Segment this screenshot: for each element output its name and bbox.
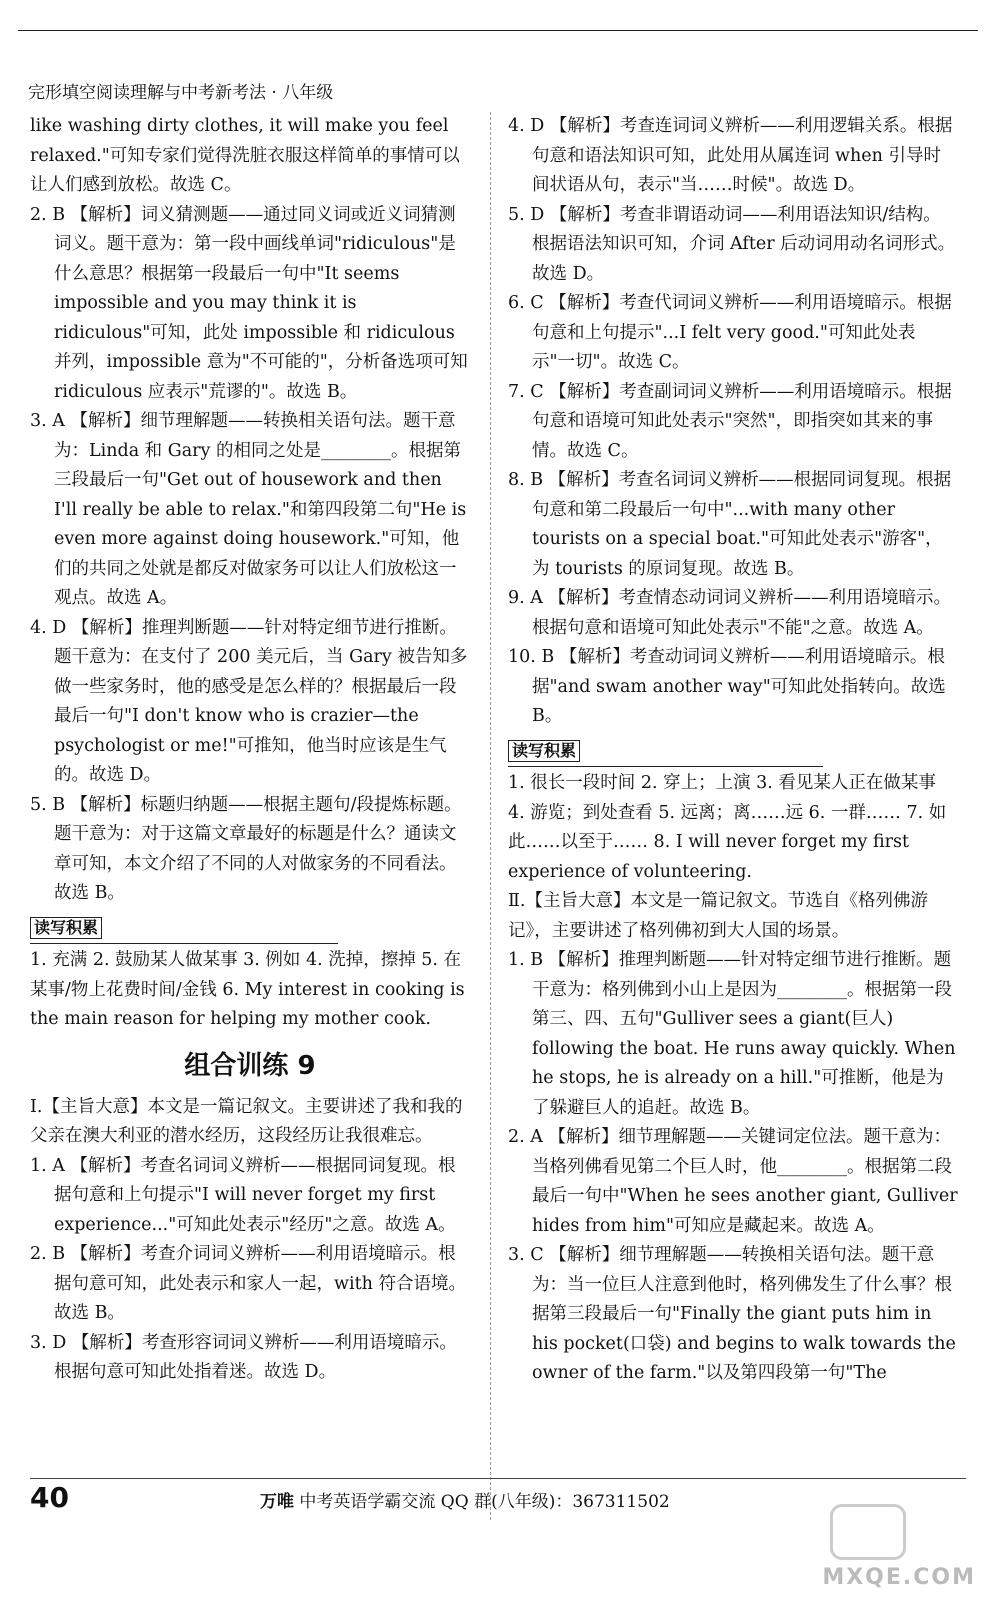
section-header xyxy=(30,913,338,945)
main-idea: Ⅰ.【主旨大意】本文是一篇记叙文。主要讲述了我和我的父亲在澳大利亚的潜水经历，这段经历让我很难忘。 xyxy=(30,1096,463,1146)
answer-item: 2. B 【解析】考查介词词义辨析——利用语境暗示。根据句意可知，此处表示和家人一起，with 符合语境。故选 B。 xyxy=(30,1244,466,1323)
answer-item: 3. D 【解析】考查形容词词义辨析——利用语境暗示。根据句意可知此处指着迷。故选 D。 xyxy=(30,1332,457,1382)
answer-item: 8. B 【解析】考查名词词义辨析——根据同词复现。根据句意和第二段最后一句中"...with many other tourists on a special boat."可知此处表示"游客"，为 tourists 的原词复现。故选 B。 xyxy=(508,470,952,579)
right-column xyxy=(508,112,958,1389)
section-label: 读写积累 xyxy=(508,740,580,762)
brand-logo: 万唯 xyxy=(260,1492,294,1512)
answer-item: 6. C 【解析】考查代词词义辨析——利用语境暗示。根据句意和上句提示"...I felt very good."可知此处表示"一切"。故选 C。 xyxy=(508,293,952,372)
section-label: 读写积累 xyxy=(30,917,102,939)
page-number: 40 xyxy=(30,1481,69,1514)
footer-qq: 中考英语学霸交流 QQ 群(八年级)：367311502 xyxy=(299,1492,670,1512)
answer-item: 7. C 【解析】考查副词词义辨析——利用语境暗示。根据句意和语境可知此处表示"突然"，即指突如其来的事情。故选 C。 xyxy=(508,381,952,461)
answer-item: 3. C 【解析】细节理解题——转换相关语句法。题干意为：当一位巨人注意到他时，格列佛发生了什么事？根据第三段最后一句"Finally the giant puts him in his pocket(口袋) and begins to walk towards the owner of the farm."以及第四段第一句"The xyxy=(508,1245,956,1383)
answer-item: 4. D 【解析】考查连词词义辨析——利用逻辑关系。根据句意和语法知识可知，此处用从属连词 when 引导时间状语从句，表示"当……时候"。故选 D。 xyxy=(508,116,953,195)
footer-text xyxy=(260,1487,670,1512)
main-idea: Ⅱ.【主旨大意】本文是一篇记叙文。节选自《格列佛游记》，主要讲述了格列佛初到大人国的场景。 xyxy=(508,891,928,941)
answer-item: 4. D 【解析】推理判断题——针对特定细节进行推断。题干意为：在支付了 200 美元后，当 Gary 被告知多做一些家务时，他的感受是怎么样的？根据最后一段最后一句"I don't know who is crazier—the psychologist or me!"可推知，他当时应该是生气的。故选 D。 xyxy=(30,617,468,785)
answer-item: 9. A 【解析】考查情态动词词义辨析——利用语境暗示。根据句意和语境可知此处表示"不能"之意。故选 A。 xyxy=(508,588,951,638)
answer-item: 10. B 【解析】考查动词词义辨析——利用语境暗示。根据"and swam another way"可知此处指转向。故选 B。 xyxy=(508,647,946,726)
section-heading: 组合训练 9 xyxy=(184,1050,316,1081)
left-column xyxy=(30,112,470,1388)
accumulation-text: 1. 充满 2. 鼓励某人做某事 3. 例如 4. 洗掉，擦掉 5. 在某事/物上花费时间/金钱 6. My interest in cooking is the main reason for helping my mother cook. xyxy=(30,950,465,1029)
watermark-text: MXQE.COM xyxy=(822,1565,976,1590)
top-rule xyxy=(18,30,978,31)
column-divider xyxy=(490,112,491,1520)
watermark-icon xyxy=(830,1504,906,1560)
page-footer xyxy=(30,1478,966,1519)
running-header: 完形填空阅读理解与中考新考法 · 八年级 xyxy=(28,83,334,103)
answer-item: 5. B 【解析】标题归纳题——根据主题句/段提炼标题。题干意为：对于这篇文章最好的标题是什么？通读文章可知，本文介绍了不同的人对做家务的不同看法。故选 B。 xyxy=(30,794,462,903)
section-header xyxy=(508,736,823,768)
answer-continuation: like washing dirty clothes, it will make you feel relaxed."可知专家们觉得洗脏衣服这样简单的事情可以让人们感到放松。故选 C。 xyxy=(30,116,460,195)
answer-item: 1. A 【解析】考查名词词义辨析——根据同词复现。根据句意和上句提示"I will never forget my first experience..."可知此处表示"经历"之意。故选 A。 xyxy=(30,1155,456,1235)
answer-item: 2. B 【解析】词义猜测题——通过同义词或近义词猜测词义。题干意为：第一段中画线单词"ridiculous"是什么意思？根据第一段最后一句中"It seems impossible and you may think it is ridiculous"可知，此处 impossible 和 ridiculous 并列，impossible 意为"不可能的"，分析备选项可知 ridiculous 应表示"荒谬的"。故选 B。 xyxy=(30,204,468,402)
answer-item: 3. A 【解析】细节理解题——转换相关语句法。题干意为：Linda 和 Gary 的相同之处是________。根据第三段最后一句"Get out of housework and then I'll really be able to relax."和第四段第二句"He is even more against doing housework."可知，他们的共同之处就是都反对做家务可以让人们放松这一观点。故选 A。 xyxy=(30,411,467,608)
answer-item: 5. D 【解析】考查非谓语动词——利用语法知识/结构。根据语法知识可知，介词 After 后动词用动名词形式。故选 D。 xyxy=(508,204,956,284)
answer-item: 1. B 【解析】推理判断题——针对特定细节进行推断。题干意为：格列佛到小山上是因为________。根据第一段第三、四、五句"Gulliver sees a giant(巨人) following the boat. He runs away quickly. When he stops, he is already on a hill."可推断，他是为了躲避巨人的追赶。故选 B。 xyxy=(508,950,956,1118)
accumulation-text: 1. 很长一段时间 2. 穿上；上演 3. 看见某人正在做某事 4. 游览；到处查看 5. 远离；离……远 6. 一群…… 7. 如此……以至于…… 8. I will never forget my first experience of volunteering. xyxy=(508,773,947,882)
answer-item: 2. A 【解析】细节理解题——关键词定位法。题干意为：当格列佛看见第二个巨人时，他________。根据第二段最后一句中"When he sees another giant, Gulliver hides from him"可知应是藏起来。故选 A。 xyxy=(508,1127,958,1236)
